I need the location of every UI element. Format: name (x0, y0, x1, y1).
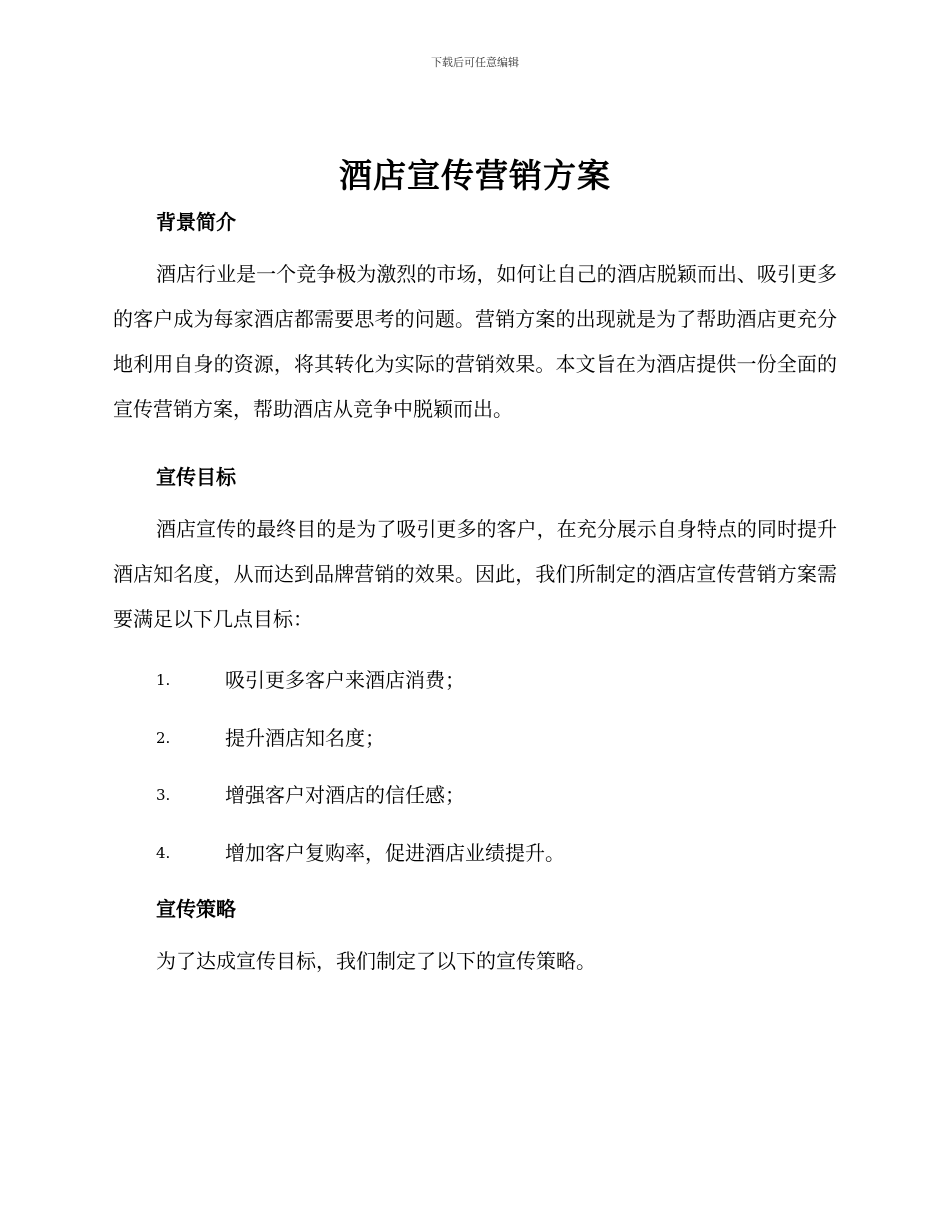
section-paragraph-strategy: 为了达成宣传目标，我们制定了以下的宣传策略。 (156, 949, 596, 973)
section-paragraph-goals: 酒店宣传的最终目的是为了吸引更多的客户，在充分展示自身特点的同时提升酒店知名度，从而达到品牌营销的效果。因此，我们所制定的酒店宣传营销方案需要满足以下几点目标： (113, 517, 837, 631)
list-item (113, 652, 837, 710)
list-item-text: 提升酒店知名度； (225, 725, 385, 750)
section-heading-background: 背景简介 (156, 210, 236, 234)
list-item-number: 4. (156, 843, 171, 862)
list-item-number: 3. (156, 786, 171, 804)
section-heading-goals: 宣传目标 (156, 465, 236, 489)
list-item-number: 1. (156, 671, 171, 689)
document-body (113, 206, 837, 984)
list-item (113, 825, 837, 883)
list-item-number: 2. (156, 728, 171, 747)
list-item (113, 710, 837, 768)
list-item-text: 吸引更多客户来酒店消费； (225, 668, 465, 692)
list-item-text: 增加客户复购率，促进酒店业绩提升。 (225, 840, 565, 865)
section-heading-strategy: 宣传策略 (156, 897, 236, 921)
goals-list (113, 652, 837, 882)
header-note: 下载后可任意编辑 (431, 56, 519, 69)
list-item-text: 增强客户对酒店的信任感； (225, 783, 465, 807)
list-item (113, 767, 837, 825)
document-title: 酒店宣传营销方案 (339, 156, 611, 195)
section-paragraph-background: 酒店行业是一个竞争极为激烈的市场，如何让自己的酒店脱颖而出、吸引更多的客户成为每家酒店都需要思考的问题。营销方案的出现就是为了帮助酒店更充分地利用自身的资源，将其转化为实际的营销效果。本文旨在为酒店提供一份全面的宣传营销方案，帮助酒店从竞争中脱颖而出。 (113, 262, 837, 421)
